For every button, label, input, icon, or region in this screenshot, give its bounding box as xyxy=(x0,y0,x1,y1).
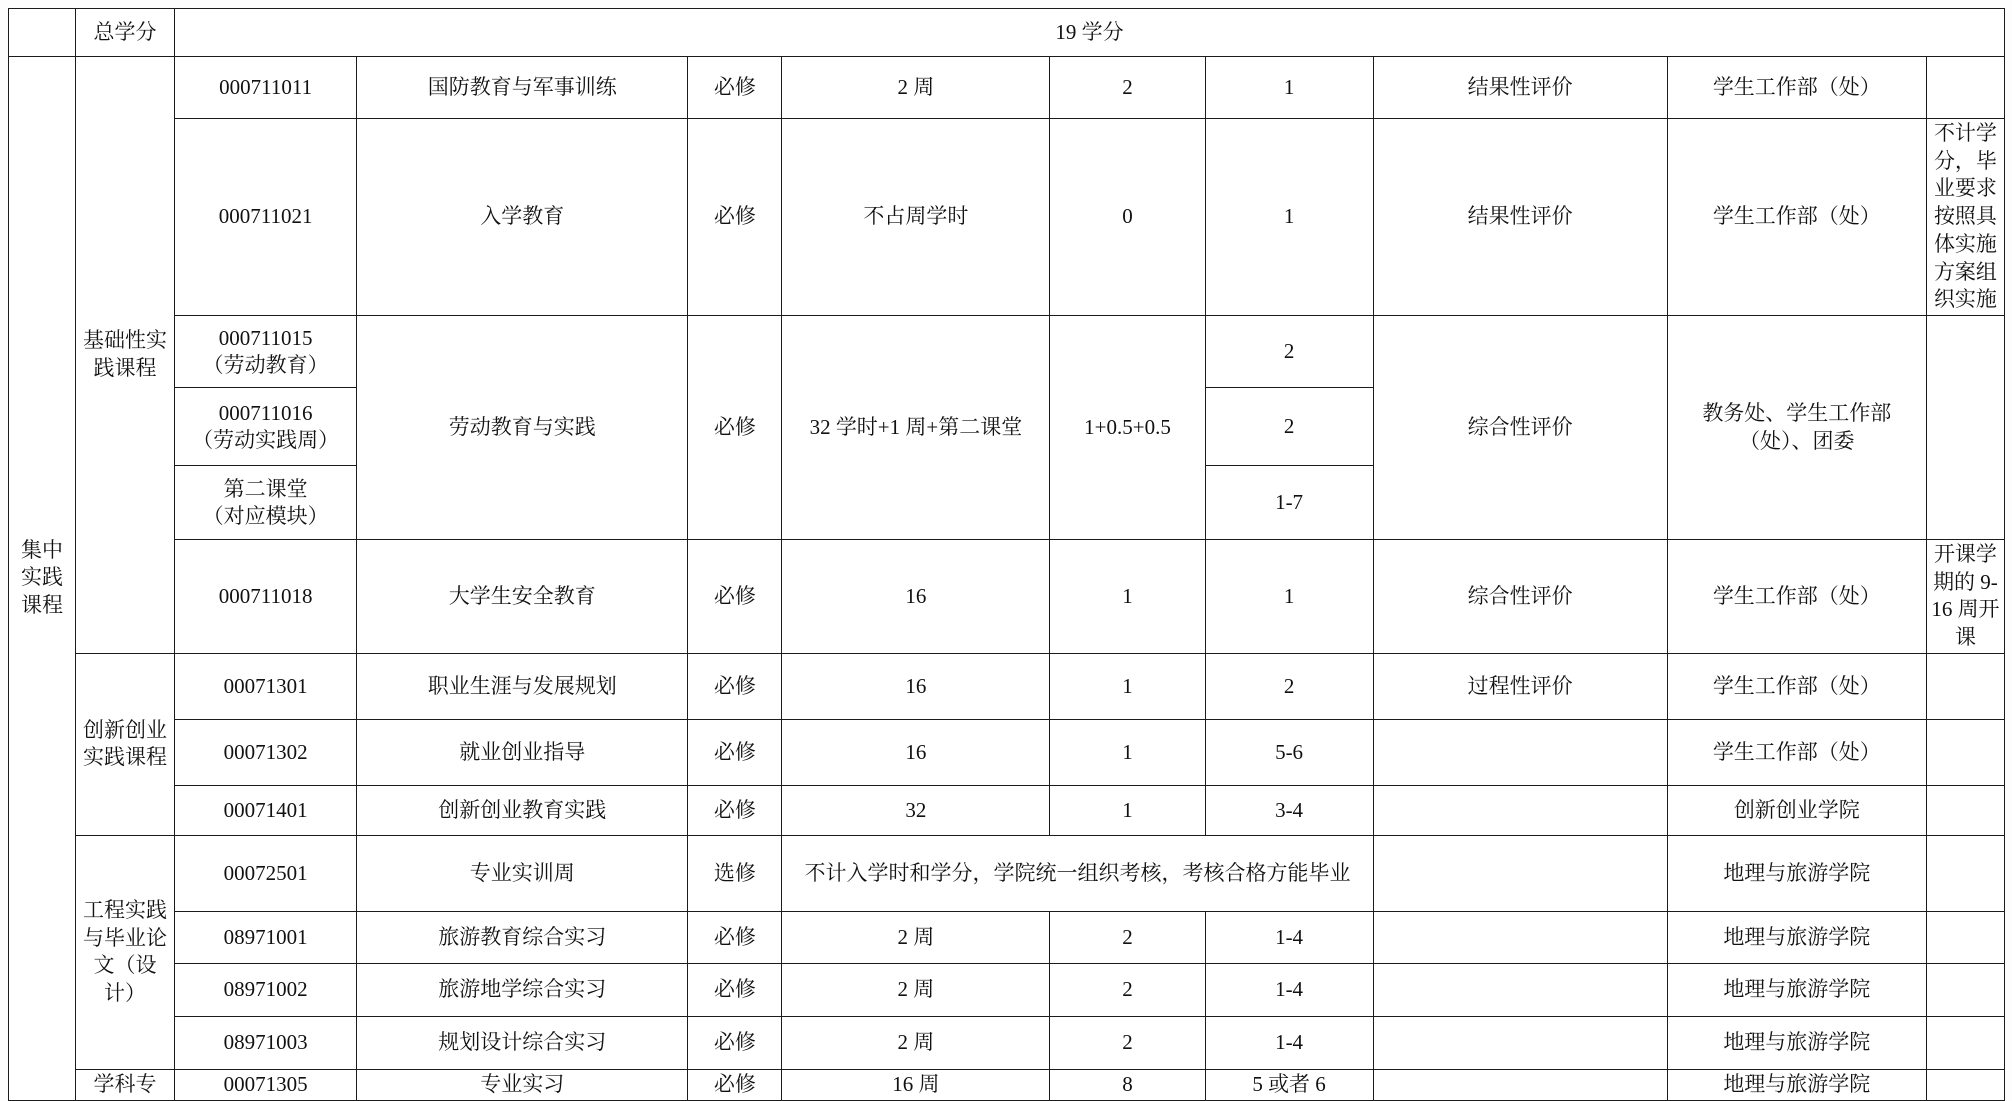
course-type: 必修 xyxy=(688,316,782,540)
course-note xyxy=(1926,57,2004,119)
course-department: 学生工作部（处） xyxy=(1667,57,1926,119)
course-credits: 8 xyxy=(1050,1069,1205,1100)
course-evaluation: 结果性评价 xyxy=(1373,57,1667,119)
course-code: 00071302 xyxy=(175,719,357,785)
course-name: 大学生安全教育 xyxy=(357,540,688,654)
course-semester: 3-4 xyxy=(1205,785,1373,835)
course-note xyxy=(1926,785,2004,835)
course-credits: 1+0.5+0.5 xyxy=(1050,316,1205,540)
course-semester: 1 xyxy=(1205,540,1373,654)
course-type: 必修 xyxy=(688,1016,782,1069)
course-hours: 不占周学时 xyxy=(782,119,1050,316)
course-evaluation xyxy=(1373,719,1667,785)
table-row xyxy=(9,835,2005,911)
course-evaluation: 过程性评价 xyxy=(1373,653,1667,719)
group-basic-cell: 基础性实践课程 xyxy=(76,57,175,654)
course-department: 学生工作部（处） xyxy=(1667,653,1926,719)
table-row xyxy=(9,653,2005,719)
course-department: 教务处、学生工作部（处）、团委 xyxy=(1667,316,1926,540)
course-semester: 1 xyxy=(1205,57,1373,119)
course-name: 专业实训周 xyxy=(357,835,688,911)
course-type: 选修 xyxy=(688,835,782,911)
course-hours: 16 xyxy=(782,653,1050,719)
course-code: 00071305 xyxy=(175,1069,357,1100)
course-note xyxy=(1926,963,2004,1016)
course-type: 必修 xyxy=(688,963,782,1016)
course-code-subtitle: （劳动实践周） xyxy=(192,427,340,452)
course-hours: 16 xyxy=(782,719,1050,785)
course-semester: 1-4 xyxy=(1205,911,1373,963)
course-hours: 2 周 xyxy=(782,57,1050,119)
course-code: 000711018 xyxy=(175,540,357,654)
course-credits: 2 xyxy=(1050,57,1205,119)
course-type: 必修 xyxy=(688,1069,782,1100)
course-code: 00071401 xyxy=(175,785,357,835)
course-credits: 1 xyxy=(1050,653,1205,719)
course-name: 就业创业指导 xyxy=(357,719,688,785)
course-note: 不计学分，毕业要求按照具体实施方案组织实施 xyxy=(1926,119,2004,316)
course-type: 必修 xyxy=(688,911,782,963)
table-row xyxy=(9,1016,2005,1069)
table-row xyxy=(9,785,2005,835)
course-code: 08971001 xyxy=(175,911,357,963)
course-evaluation xyxy=(1373,1016,1667,1069)
course-note xyxy=(1926,835,2004,911)
course-department: 地理与旅游学院 xyxy=(1667,835,1926,911)
course-note xyxy=(1926,1069,2004,1100)
course-department: 学生工作部（处） xyxy=(1667,719,1926,785)
course-semester: 2 xyxy=(1205,316,1373,388)
course-evaluation xyxy=(1373,785,1667,835)
course-note xyxy=(1926,316,2004,540)
course-code: 000711021 xyxy=(175,119,357,316)
blank-corner-cell xyxy=(9,9,76,57)
course-name: 劳动教育与实践 xyxy=(357,316,688,540)
course-department: 地理与旅游学院 xyxy=(1667,963,1926,1016)
course-name: 入学教育 xyxy=(357,119,688,316)
course-merged-note: 不计入学时和学分，学院统一组织考核，考核合格方能毕业 xyxy=(782,835,1373,911)
course-code: 00071301 xyxy=(175,653,357,719)
course-code: 08971002 xyxy=(175,963,357,1016)
course-credits: 2 xyxy=(1050,1016,1205,1069)
course-note xyxy=(1926,1016,2004,1069)
course-semester: 1 xyxy=(1205,119,1373,316)
course-type: 必修 xyxy=(688,119,782,316)
course-evaluation xyxy=(1373,835,1667,911)
course-type: 必修 xyxy=(688,57,782,119)
group-engineering-cell: 工程实践与毕业论文（设计） xyxy=(76,835,175,1069)
course-note: 开课学期的 9-16 周开课 xyxy=(1926,540,2004,654)
table-row xyxy=(9,119,2005,316)
course-credits: 1 xyxy=(1050,785,1205,835)
course-credits: 2 xyxy=(1050,963,1205,1016)
course-hours: 16 xyxy=(782,540,1050,654)
course-type: 必修 xyxy=(688,785,782,835)
course-hours: 32 xyxy=(782,785,1050,835)
course-code-number: 000711016 xyxy=(218,401,313,426)
course-department: 地理与旅游学院 xyxy=(1667,911,1926,963)
group-discipline-cell: 学科专 xyxy=(76,1069,175,1100)
course-evaluation: 综合性评价 xyxy=(1373,540,1667,654)
course-hours: 16 周 xyxy=(782,1069,1050,1100)
course-code: 00072501 xyxy=(175,835,357,911)
course-code-number: 第二课堂 xyxy=(223,477,308,502)
course-evaluation xyxy=(1373,963,1667,1016)
course-credits: 1 xyxy=(1050,719,1205,785)
course-evaluation: 结果性评价 xyxy=(1373,119,1667,316)
course-evaluation xyxy=(1373,1069,1667,1100)
course-hours: 2 周 xyxy=(782,911,1050,963)
course-credits: 1 xyxy=(1050,540,1205,654)
course-name: 旅游教育综合实习 xyxy=(357,911,688,963)
course-semester: 2 xyxy=(1205,388,1373,466)
course-code: 000711011 xyxy=(175,57,357,119)
table-row xyxy=(9,1069,2005,1100)
course-note xyxy=(1926,911,2004,963)
course-code xyxy=(175,316,357,388)
total-credits-row xyxy=(9,9,2005,57)
table-row xyxy=(9,57,2005,119)
course-credits: 0 xyxy=(1050,119,1205,316)
course-code-subtitle: （劳动教育） xyxy=(202,352,329,377)
course-department: 学生工作部（处） xyxy=(1667,119,1926,316)
table-row xyxy=(9,911,2005,963)
course-hours: 32 学时+1 周+第二课堂 xyxy=(782,316,1050,540)
course-department: 学生工作部（处） xyxy=(1667,540,1926,654)
course-credits: 2 xyxy=(1050,911,1205,963)
course-evaluation: 综合性评价 xyxy=(1373,316,1667,540)
table-row xyxy=(9,540,2005,654)
course-semester: 2 xyxy=(1205,653,1373,719)
course-hours: 2 周 xyxy=(782,963,1050,1016)
course-semester: 1-4 xyxy=(1205,963,1373,1016)
table-row xyxy=(9,719,2005,785)
course-code xyxy=(175,388,357,466)
group-category-cell: 集中实践课程 xyxy=(9,57,76,1101)
course-semester: 1-4 xyxy=(1205,1016,1373,1069)
course-name: 旅游地学综合实习 xyxy=(357,963,688,1016)
course-name: 专业实习 xyxy=(357,1069,688,1100)
course-name: 规划设计综合实习 xyxy=(357,1016,688,1069)
group-innovation-cell: 创新创业实践课程 xyxy=(76,653,175,835)
course-type: 必修 xyxy=(688,653,782,719)
course-evaluation xyxy=(1373,911,1667,963)
table-row xyxy=(9,963,2005,1016)
total-credits-value: 19 学分 xyxy=(175,9,2005,57)
course-hours: 2 周 xyxy=(782,1016,1050,1069)
course-semester: 5-6 xyxy=(1205,719,1373,785)
course-semester: 1-7 xyxy=(1205,466,1373,540)
course-department: 地理与旅游学院 xyxy=(1667,1016,1926,1069)
course-code-number: 000711015 xyxy=(218,326,313,351)
course-note xyxy=(1926,653,2004,719)
table-row xyxy=(9,316,2005,388)
course-code-subtitle: （对应模块） xyxy=(202,503,329,528)
course-name: 职业生涯与发展规划 xyxy=(357,653,688,719)
course-department: 地理与旅游学院 xyxy=(1667,1069,1926,1100)
course-semester: 5 或者 6 xyxy=(1205,1069,1373,1100)
course-note xyxy=(1926,719,2004,785)
course-name: 国防教育与军事训练 xyxy=(357,57,688,119)
course-type: 必修 xyxy=(688,540,782,654)
total-credits-label: 总学分 xyxy=(76,9,175,57)
course-code xyxy=(175,466,357,540)
practice-course-table xyxy=(8,8,2005,1101)
course-type: 必修 xyxy=(688,719,782,785)
course-code: 08971003 xyxy=(175,1016,357,1069)
course-department: 创新创业学院 xyxy=(1667,785,1926,835)
course-name: 创新创业教育实践 xyxy=(357,785,688,835)
